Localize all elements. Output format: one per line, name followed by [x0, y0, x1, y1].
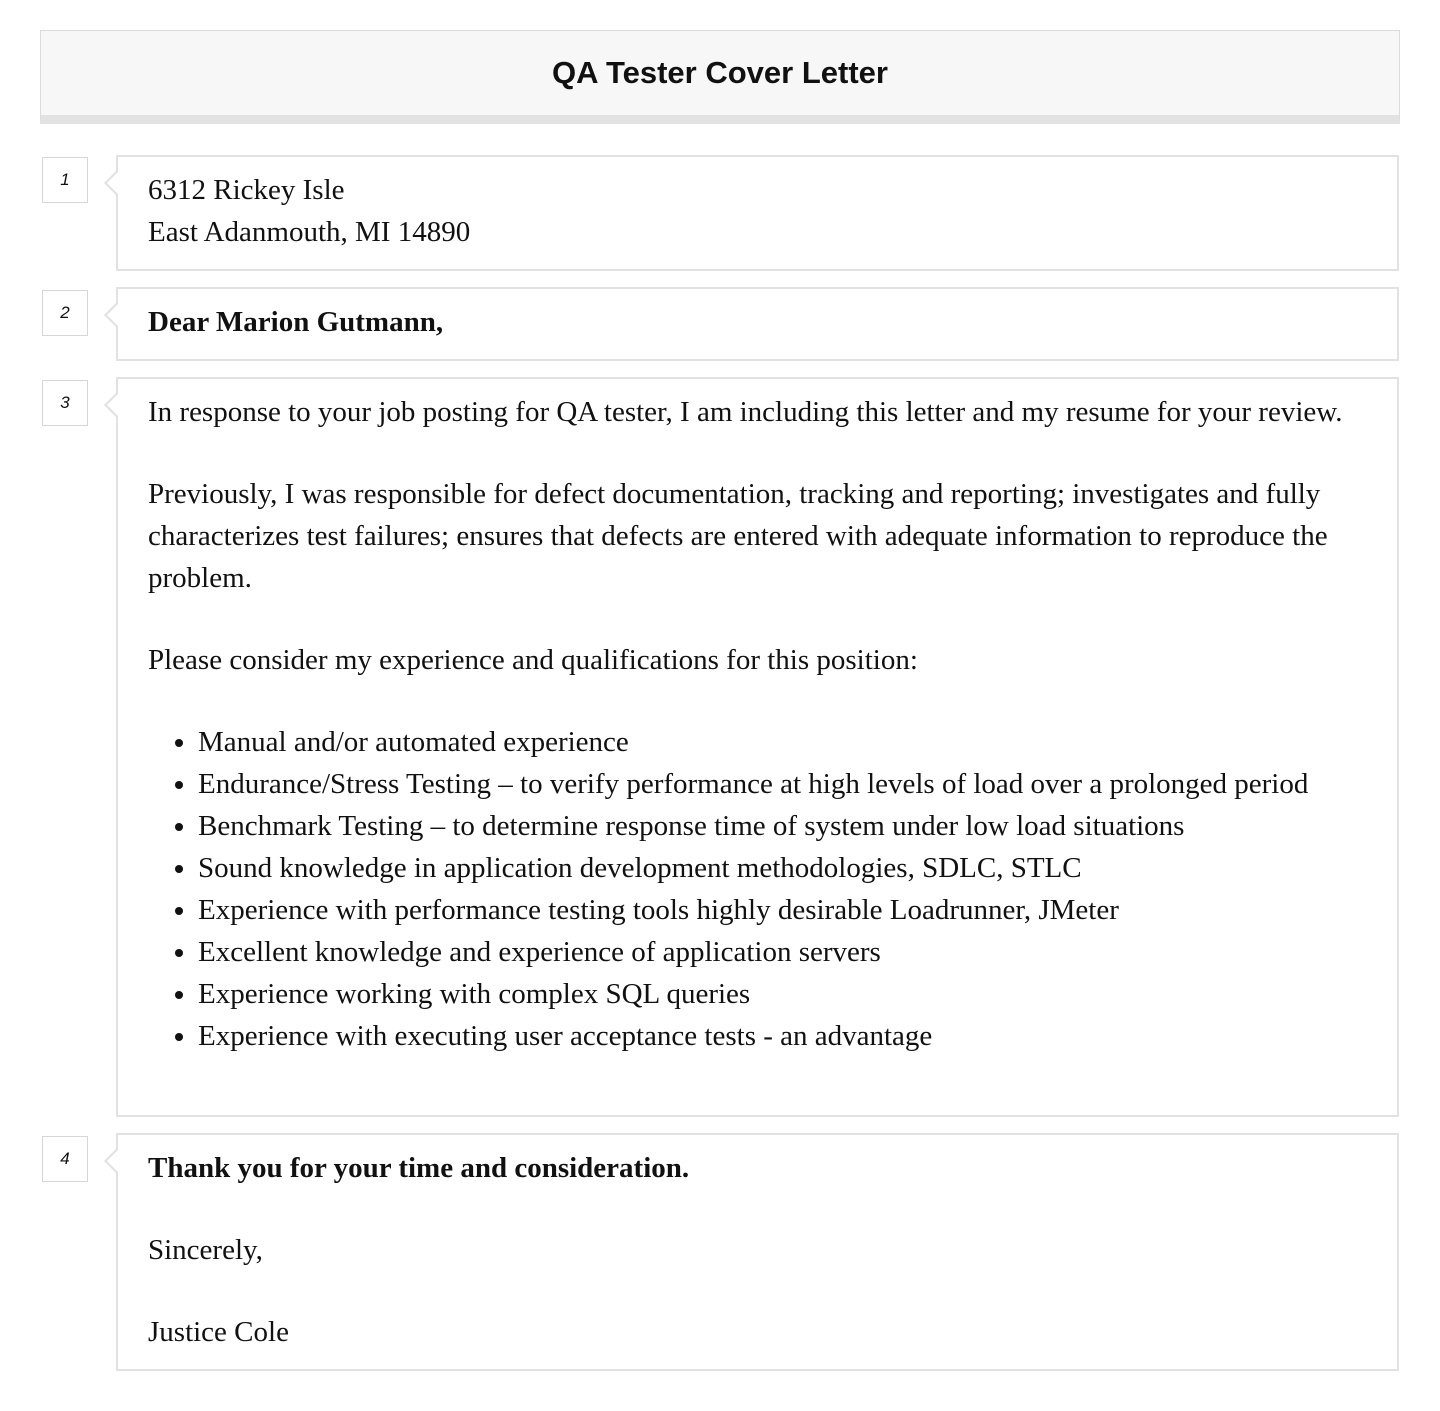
list-item: • Manual and/or automated experience	[198, 721, 1367, 763]
section-number-badge: 3	[42, 380, 88, 426]
closing-box	[116, 1133, 1399, 1371]
address-line-2: East Adanmouth, MI 14890	[148, 216, 471, 248]
section-number-badge: 1	[42, 157, 88, 203]
address-box	[116, 155, 1399, 271]
list-item: • Excellent knowledge and experience of application servers	[198, 931, 1367, 973]
body-paragraph-intro: In response to your job posting for QA tester, I am including this letter and my resume for your review.	[148, 396, 1343, 428]
salutation: Dear Marion Gutmann,	[148, 306, 444, 338]
page-header	[40, 30, 1400, 124]
closing-line: Sincerely,	[148, 1234, 263, 1266]
qualifications-list	[148, 721, 1367, 1057]
page-title: QA Tester Cover Letter	[552, 55, 888, 90]
section-number-badge: 2	[42, 290, 88, 336]
body-paragraph-experience: Previously, I was responsible for defect documentation, tracking and reporting; investigates and fully characterizes test failures; ensures that defects are entered with adequate information to reproduce the problem.	[148, 478, 1328, 594]
list-item: • Experience with performance testing tools highly desirable Loadrunner, JMeter	[198, 889, 1367, 931]
body-box	[116, 377, 1399, 1117]
list-item: • Endurance/Stress Testing – to verify performance at high levels of load over a prolonged period	[198, 763, 1367, 805]
list-item: • Experience working with complex SQL queries	[198, 973, 1367, 1015]
body-paragraph-qualifications: Please consider my experience and qualifications for this position:	[148, 644, 918, 676]
section-number-badge: 4	[42, 1136, 88, 1182]
list-item: • Benchmark Testing – to determine response time of system under low load situations	[198, 805, 1367, 847]
signature: Justice Cole	[148, 1316, 289, 1348]
thanks-line: Thank you for your time and consideration.	[148, 1152, 690, 1184]
list-item: • Sound knowledge in application development methodologies, SDLC, STLC	[198, 847, 1367, 889]
salutation-box	[116, 287, 1399, 361]
address-line-1: 6312 Rickey Isle	[148, 174, 345, 206]
list-item: • Experience with executing user acceptance tests - an advantage	[198, 1015, 1367, 1057]
